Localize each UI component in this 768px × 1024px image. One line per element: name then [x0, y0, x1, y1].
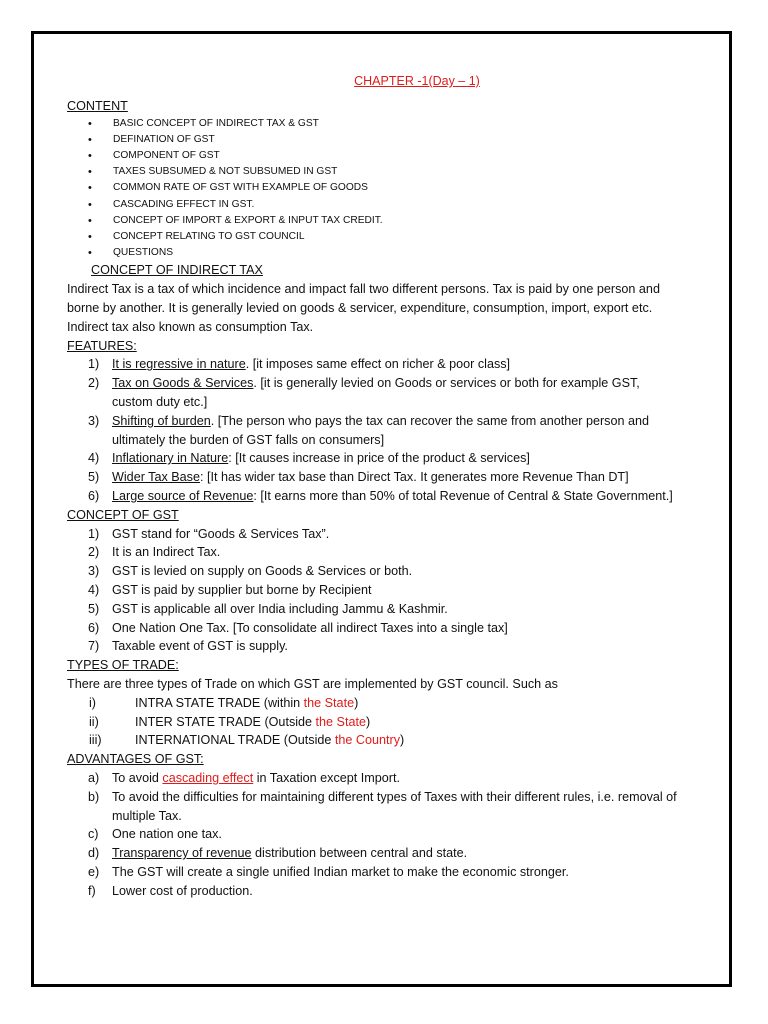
list-item — [67, 600, 682, 619]
feature-title: Tax on Goods & Services — [112, 376, 254, 391]
item-number: 2) — [88, 376, 100, 391]
indirect-tax-paragraph: Indirect Tax is a tax of which incidence and impact fall two different persons. Tax is paid by one person and borne by another. It is generally levied on goods & servicer, expenditure, consumption, import, export etc. Indirect tax also known as consumption Tax. — [67, 282, 660, 334]
list-item: • DEFINATION OF GST — [67, 132, 682, 148]
document-body — [67, 72, 682, 901]
concept-gst-list — [67, 525, 682, 657]
list-item: • COMMON RATE OF GST WITH EXAMPLE OF GOODS — [67, 180, 682, 196]
list-item — [67, 713, 682, 732]
item-text: It is an Indirect Tax. — [112, 545, 221, 560]
item-number: b) — [88, 789, 100, 804]
item-number: e) — [88, 864, 100, 879]
list-item — [67, 543, 682, 562]
list-item — [67, 637, 682, 656]
item-text: To avoid — [112, 770, 163, 785]
item-text: Taxable event of GST is supply. — [112, 639, 288, 654]
list-item — [67, 882, 682, 901]
list-item — [67, 449, 682, 468]
item-text: One Nation One Tax. [To consolidate all indirect Taxes into a single tax] — [112, 620, 508, 635]
item-title: Transparency of revenue — [112, 846, 252, 861]
item-number: a) — [88, 770, 100, 785]
highlight-text: the Country — [334, 733, 401, 748]
list-item — [67, 863, 682, 882]
item-number: 6) — [88, 488, 100, 503]
list-item — [67, 788, 682, 826]
highlight-text: cascading effect — [162, 770, 254, 785]
feature-text: : [It earns more than 50% of total Revenue of Central & State Government.] — [253, 488, 673, 503]
list-item — [67, 412, 682, 450]
content-heading: CONTENT — [67, 98, 128, 113]
list-item — [67, 355, 682, 374]
advantages-heading: ADVANTAGES OF GST: — [67, 752, 204, 767]
item-number: 6) — [88, 620, 100, 635]
item-number: d) — [88, 846, 100, 861]
feature-text: . [The person who pays the tax can recover the same from another person and ultimately the burden of GST falls on consumers] — [112, 413, 649, 447]
list-item — [67, 844, 682, 863]
list-item — [67, 694, 682, 713]
item-number: 4) — [88, 451, 100, 466]
list-item: • CONCEPT OF IMPORT & EXPORT & INPUT TAX CREDIT. — [67, 213, 682, 229]
trade-heading: TYPES OF TRADE: — [67, 658, 179, 673]
item-number: 3) — [88, 564, 100, 579]
item-number: 7) — [88, 639, 100, 654]
item-number: 1) — [88, 526, 100, 541]
item-number: 4) — [88, 582, 100, 597]
item-text: The GST will create a single unified Indian market to make the economic stronger. — [112, 864, 569, 879]
item-number: c) — [88, 827, 99, 842]
item-text: GST is levied on supply on Goods & Services or both. — [112, 564, 413, 579]
feature-title: It is regressive in nature — [112, 357, 246, 372]
list-item — [67, 562, 682, 581]
list-item — [67, 581, 682, 600]
highlight-text: the State — [315, 714, 366, 729]
chapter-title: CHAPTER -1(Day – 1) — [354, 74, 480, 88]
item-text: INTRA STATE TRADE (within — [135, 695, 304, 710]
advantages-list — [67, 769, 682, 901]
item-number: 2) — [88, 545, 100, 560]
list-item — [67, 731, 682, 750]
feature-title: Inflationary in Nature — [112, 451, 229, 466]
item-text: INTER STATE TRADE (Outside — [135, 714, 316, 729]
item-text: GST is paid by supplier but borne by Recipient — [112, 582, 372, 597]
feature-text: : [It causes increase in price of the product & services] — [228, 451, 530, 466]
list-item: • TAXES SUBSUMED & NOT SUBSUMED IN GST — [67, 164, 682, 180]
item-number: 1) — [88, 357, 100, 372]
item-number: 5) — [88, 601, 100, 616]
item-text: One nation one tax. — [112, 827, 222, 842]
list-item: • CASCADING EFFECT IN GST. — [67, 197, 682, 213]
list-item — [67, 825, 682, 844]
item-text: INTERNATIONAL TRADE (Outside — [135, 733, 335, 748]
concept-gst-heading: CONCEPT OF GST — [67, 507, 179, 522]
item-number: f) — [88, 883, 96, 898]
item-text: ) — [365, 714, 371, 729]
list-item — [67, 769, 682, 788]
item-text: in Taxation except Import. — [253, 770, 400, 785]
feature-text: . [it is generally levied on Goods or services or both for example GST, custom duty etc.] — [112, 376, 640, 409]
item-text: To avoid the difficulties for maintaining different types of Taxes with their different rules, i.e. removal of multiple Tax. — [112, 789, 677, 823]
highlight-text: the State — [303, 695, 355, 710]
item-number: 5) — [88, 470, 100, 485]
item-text: distribution between central and state. — [251, 846, 468, 861]
content-list — [67, 116, 682, 262]
indirect-tax-heading: CONCEPT OF INDIRECT TAX — [91, 263, 263, 278]
list-item: • CONCEPT RELATING TO GST COUNCIL — [67, 229, 682, 245]
list-item: • BASIC CONCEPT OF INDIRECT TAX & GST — [67, 116, 682, 132]
feature-title: Wider Tax Base — [112, 470, 200, 485]
item-text: GST stand for “Goods & Services Tax”. — [112, 526, 330, 541]
item-number: ii) — [89, 714, 99, 729]
trade-intro: There are three types of Trade on which GST are implemented by GST council. Such as — [67, 676, 558, 691]
feature-title: Large source of Revenue — [112, 488, 254, 503]
feature-text: . [it imposes same effect on richer & poor class] — [245, 357, 511, 372]
list-item — [67, 468, 682, 487]
feature-title: Shifting of burden — [112, 413, 211, 428]
item-text: Lower cost of production. — [112, 883, 253, 898]
trade-list — [67, 694, 682, 750]
list-item — [67, 619, 682, 638]
list-item — [67, 487, 682, 506]
item-text: ) — [400, 733, 405, 748]
list-item: • QUESTIONS — [67, 245, 682, 261]
list-item: • COMPONENT OF GST — [67, 148, 682, 164]
feature-text: : [It has wider tax base than Direct Tax. It generates more Revenue Than DT] — [199, 470, 629, 485]
features-heading: FEATURES: — [67, 338, 137, 353]
item-number: i) — [89, 695, 96, 710]
list-item — [67, 525, 682, 544]
item-number: 3) — [88, 413, 100, 428]
features-list — [67, 355, 682, 505]
item-number: iii) — [89, 733, 102, 748]
item-text: GST is applicable all over India including Jammu & Kashmir. — [112, 601, 448, 616]
list-item — [67, 374, 682, 412]
item-text: ) — [354, 695, 359, 710]
